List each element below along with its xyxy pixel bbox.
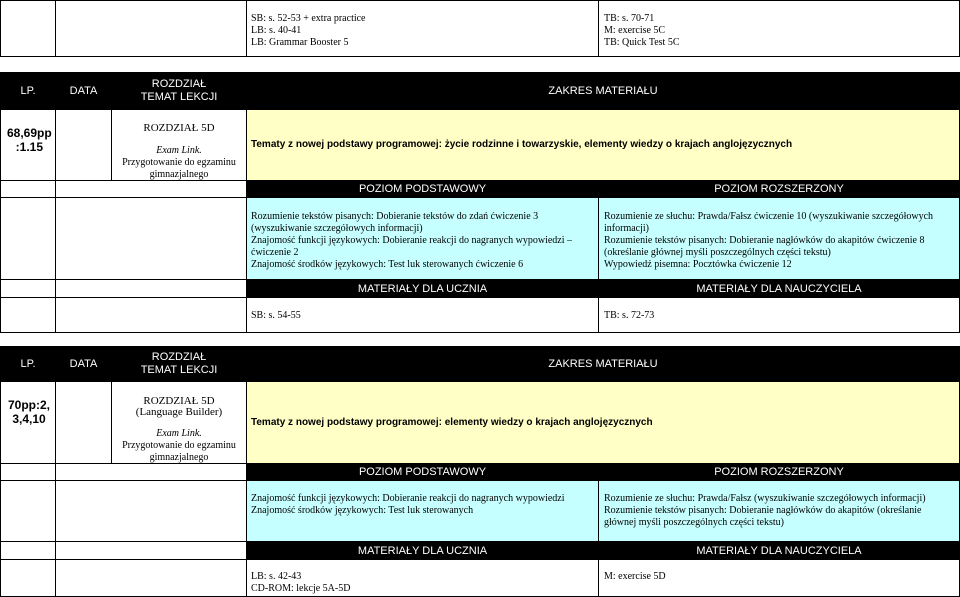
top-lp-cell xyxy=(0,0,56,57)
lesson1-topic: Przygotowanie do egzaminu gimnazjalnego xyxy=(122,157,236,180)
header-scope: ZAKRES MATERIAŁU xyxy=(246,72,960,110)
top-student-materials: SB: s. 52-53 + extra practice LB: s. 40-41 LB: Grammar Booster 5 xyxy=(251,13,366,48)
lesson1-levels-date xyxy=(55,180,247,198)
lesson1-student-materials-header: MATERIAŁY DLA UCZNIA xyxy=(246,279,599,298)
lesson2-topic: Przygotowanie do egzaminu gimnazjalnego xyxy=(122,440,236,463)
header-lp: LP. xyxy=(0,72,56,110)
lesson2-levels-date xyxy=(55,463,247,481)
lesson2-content-lp xyxy=(0,480,56,542)
lesson2-basic-content: Znajomość funkcji językowych: Dobieranie reakcji do nagranych wypowiedzi Znajomość środków językowych: Test luk sterowanych xyxy=(251,493,565,516)
lesson2-mat-lp xyxy=(0,541,56,560)
lesson2-mat-content-date xyxy=(55,559,247,597)
lesson1-lp: 68,69pp :1.15 xyxy=(7,126,52,154)
lesson2-lp: 70pp:2, 3,4,10 xyxy=(8,398,51,426)
lesson1-content-lp xyxy=(0,197,56,280)
lesson1-student-materials: SB: s. 54-55 xyxy=(251,310,301,321)
lesson1-date-cell xyxy=(55,109,112,181)
lesson1-content-date xyxy=(55,197,247,280)
lesson1-basic-level-header: POZIOM PODSTAWOWY xyxy=(246,180,599,198)
top-teacher-materials: TB: s. 70-71 M: exercise 5C TB: Quick Test 5C xyxy=(604,13,680,48)
lesson1-teacher-materials: TB: s. 72-73 xyxy=(604,310,655,321)
lesson2-content-date xyxy=(55,480,247,542)
lesson2-chapter: ROZDZIAŁ 5D xyxy=(143,395,215,407)
lesson1-scope: Tematy z nowej podstawy programowej: życie rodzinne i towarzyskie, elementy wiedzy o krajach anglojęzycznych xyxy=(251,139,793,150)
lesson2-mat-date xyxy=(55,541,247,560)
header-chapter-topic: ROZDZIAŁ TEMAT LEKCJI xyxy=(111,72,247,110)
lesson2-extended-content: Rozumienie ze słuchu: Prawda/Fałsz (wyszukiwanie szczegółowych informacji) Rozumienie tekstów pisanych: Dobieranie nagłówków do akapitów (określanie głównej myśli poszczególnych części tekstu) xyxy=(604,493,926,528)
header2-chapter-topic: ROZDZIAŁ TEMAT LEKCJI xyxy=(111,346,247,382)
lesson2-teacher-materials: M: exercise 5D xyxy=(604,571,666,582)
lesson1-basic-content: Rozumienie tekstów pisanych: Dobieranie tekstów do zdań ćwiczenie 3 (wyszukiwanie szczegółowych informacji) Znajomość funkcji językowych: Dobieranie reakcji do nagranych wypowiedzi – ćwiczenie 2 Znajomość środków językowych: Test luk sterowanych ćwiczenie 6 xyxy=(251,211,573,270)
header2-scope: ZAKRES MATERIAŁU xyxy=(246,346,960,382)
lesson2-chapter-sub: (Language Builder) xyxy=(135,406,223,418)
lesson1-chapter: ROZDZIAŁ 5D xyxy=(143,122,215,134)
lesson1-exam-link[interactable]: Exam Link. xyxy=(156,145,202,156)
lesson2-teacher-materials-header: MATERIAŁY DLA NAUCZYCIELA xyxy=(598,541,960,560)
header2-date: DATA xyxy=(55,346,112,382)
lesson2-scope: Tematy z nowej podstawy programowej: elementy wiedzy o krajach anglojęzycznych xyxy=(251,417,653,428)
top-date-cell xyxy=(55,0,247,57)
lesson1-extended-level-header: POZIOM ROZSZERZONY xyxy=(598,180,960,198)
lesson1-levels-lp xyxy=(0,180,56,198)
header2-lp: LP. xyxy=(0,346,56,382)
lesson2-extended-level-header: POZIOM ROZSZERZONY xyxy=(598,463,960,481)
lesson1-extended-content: Rozumienie ze słuchu: Prawda/Fałsz ćwiczenie 10 (wyszukiwanie szczegółowych informacji) Rozumienie tekstów pisanych: Dobieranie nagłówków do akapitów ćwiczenie 8 (określanie głównej myśli poszczególnych części tekstu) Wypowiedź pisemna: Pocztówka ćwiczenie 12 xyxy=(604,211,934,270)
lesson1-teacher-materials-header: MATERIAŁY DLA NAUCZYCIELA xyxy=(598,279,960,298)
lesson2-student-materials-header: MATERIAŁY DLA UCZNIA xyxy=(246,541,599,560)
header-date: DATA xyxy=(55,72,112,110)
lesson1-mat-lp xyxy=(0,279,56,298)
lesson2-exam-link[interactable]: Exam Link. xyxy=(156,428,202,439)
lesson1-mat-content-date xyxy=(55,297,247,333)
lesson2-basic-level-header: POZIOM PODSTAWOWY xyxy=(246,463,599,481)
lesson2-student-materials: LB: s. 42-43 CD-ROM: lekcje 5A-5D xyxy=(251,571,351,594)
lesson2-mat-content-lp xyxy=(0,559,56,597)
lesson2-levels-lp xyxy=(0,463,56,481)
lesson1-mat-date xyxy=(55,279,247,298)
lesson2-date-cell xyxy=(55,381,112,464)
lesson1-mat-content-lp xyxy=(0,297,56,333)
